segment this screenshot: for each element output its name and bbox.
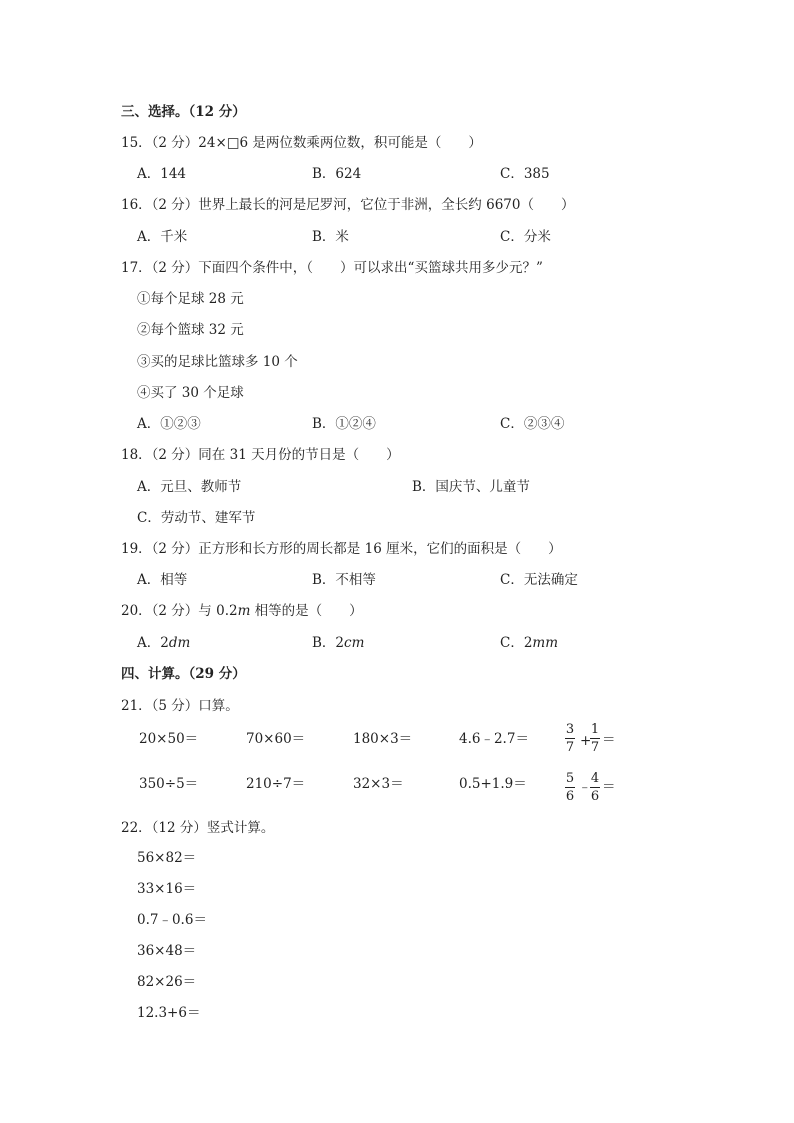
q22-item-5: 82×26＝ bbox=[137, 974, 197, 990]
q17-condition-2: ②每个篮球 32 元 bbox=[137, 322, 244, 338]
q16-option-a: A．千米 bbox=[137, 229, 188, 245]
q20-option-c bbox=[500, 634, 558, 652]
q20-stem-unit: m bbox=[237, 603, 251, 619]
q21-r1-item-4: 4.6﹣2.7＝ bbox=[459, 731, 529, 747]
q20-option-a-text: A．2 bbox=[137, 635, 169, 651]
q17-condition-3: ③买的足球比篮球多 10 个 bbox=[137, 354, 298, 370]
q22-item-6: 12.3+6＝ bbox=[137, 1005, 201, 1021]
q20-option-a bbox=[137, 634, 190, 652]
q17-option-c: C．②③④ bbox=[500, 416, 565, 432]
question-21-stem: 21．（5 分）口算。 bbox=[121, 698, 239, 714]
q21-f1-num-2: 1 bbox=[590, 722, 600, 737]
question-19-stem: 19．（2 分）正方形和长方形的周长都是 16 厘米，它们的面积是（ ） bbox=[121, 541, 562, 557]
section-3-title: 三、选择。（12 分） bbox=[121, 104, 246, 120]
q20-stem-suffix: 相等的是（ ） bbox=[250, 603, 363, 619]
q21-f2-den-2: 6 bbox=[590, 789, 600, 804]
q21-r2-item-4: 0.5+1.9＝ bbox=[459, 776, 527, 792]
q19-option-a: A．相等 bbox=[137, 572, 188, 588]
q17-condition-4: ④买了 30 个足球 bbox=[137, 385, 244, 401]
q21-r1-item-1: 20×50＝ bbox=[139, 731, 199, 747]
question-20-stem bbox=[121, 602, 363, 620]
q21-f1-frac-1 bbox=[565, 722, 575, 755]
q22-item-1: 56×82＝ bbox=[137, 850, 197, 866]
q17-condition-1: ①每个足球 28 元 bbox=[137, 291, 244, 307]
q20-option-b-text: B．2 bbox=[312, 635, 345, 651]
fraction-bar bbox=[590, 787, 600, 788]
q17-option-b: B．①②④ bbox=[312, 416, 376, 432]
q21-f2-num-2: 4 bbox=[590, 771, 600, 786]
q15-option-b: B．624 bbox=[312, 166, 362, 182]
q17-option-a: A．①②③ bbox=[137, 416, 201, 432]
q21-r2-item-3: 32×3＝ bbox=[353, 776, 404, 792]
q16-option-c: C．分米 bbox=[500, 229, 551, 245]
q21-f1-equals: ＝ bbox=[602, 732, 616, 748]
question-22-stem: 22．（12 分）竖式计算。 bbox=[121, 820, 275, 836]
q21-f2-den-1: 6 bbox=[565, 789, 575, 804]
q21-f2-frac-2 bbox=[590, 771, 600, 804]
q18-option-b: B．国庆节、儿童节 bbox=[412, 479, 530, 495]
q21-f1-den-1: 7 bbox=[565, 740, 575, 755]
question-15-stem: 15．（2 分）24×□6 是两位数乘两位数，积可能是（ ） bbox=[121, 135, 482, 151]
q20-option-c-text: C．2 bbox=[500, 635, 533, 651]
q21-f2-equals: ＝ bbox=[602, 779, 616, 795]
fraction-bar bbox=[565, 738, 575, 739]
q21-r2-item-2: 210÷7＝ bbox=[246, 776, 306, 792]
q20-option-c-unit: mm bbox=[532, 635, 559, 651]
q21-f2-num-1: 5 bbox=[565, 771, 575, 786]
question-17-stem: 17．（2 分）下面四个条件中，（ ）可以求出“买篮球共用多少元？” bbox=[121, 260, 543, 276]
fraction-bar bbox=[590, 738, 600, 739]
question-18-stem: 18．（2 分）同在 31 天月份的节日是（ ） bbox=[121, 447, 400, 463]
q22-item-4: 36×48＝ bbox=[137, 943, 197, 959]
q19-option-b: B．不相等 bbox=[312, 572, 376, 588]
fraction-bar bbox=[565, 787, 575, 788]
q15-option-c: C．385 bbox=[500, 166, 550, 182]
q20-option-b-unit: cm bbox=[344, 635, 365, 651]
q21-r1-item-2: 70×60＝ bbox=[246, 731, 306, 747]
q21-f1-operator: + bbox=[580, 733, 592, 749]
q15-option-a: A．144 bbox=[137, 166, 187, 182]
q21-r2-item-1: 350÷5＝ bbox=[139, 776, 199, 792]
question-16-stem: 16．（2 分）世界上最长的河是尼罗河，它位于非洲，全长约 6670（ ） bbox=[121, 197, 575, 213]
q20-option-a-unit: dm bbox=[168, 635, 191, 651]
section-4-title: 四、计算。（29 分） bbox=[121, 666, 246, 682]
q16-option-b: B．米 bbox=[312, 229, 349, 245]
q22-item-2: 33×16＝ bbox=[137, 881, 197, 897]
q21-f1-frac-2 bbox=[590, 722, 600, 755]
q18-option-a: A．元旦、教师节 bbox=[137, 479, 242, 495]
q21-f2-operator: ﹣ bbox=[578, 779, 592, 795]
q20-stem-prefix: 20．（2 分）与 0.2 bbox=[121, 603, 238, 619]
q20-option-b bbox=[312, 634, 364, 652]
q21-f2-frac-1 bbox=[565, 771, 575, 804]
q21-f1-num-1: 3 bbox=[565, 722, 575, 737]
q21-f1-den-2: 7 bbox=[590, 740, 600, 755]
q18-option-c: C．劳动节、建军节 bbox=[137, 510, 256, 526]
q22-item-3: 0.7﹣0.6＝ bbox=[137, 912, 207, 928]
q19-option-c: C．无法确定 bbox=[500, 572, 578, 588]
q21-r1-item-3: 180×3＝ bbox=[353, 731, 413, 747]
